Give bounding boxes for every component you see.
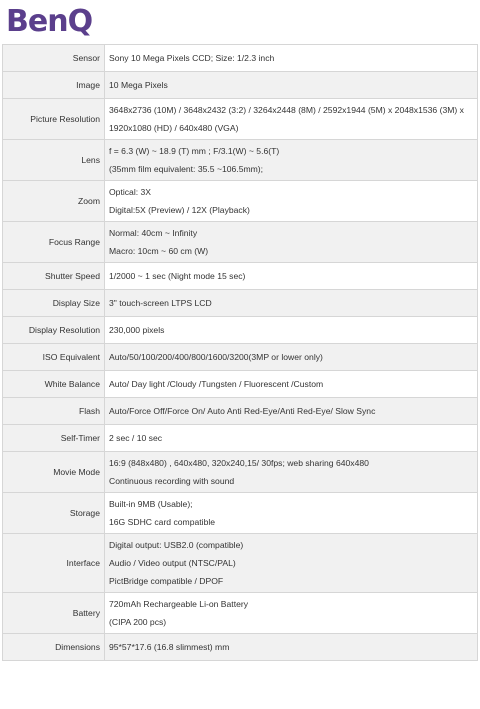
spec-value: [105, 593, 478, 634]
spec-value-line: 720mAh Rechargeable Li-on Battery: [109, 599, 249, 609]
spec-value: [105, 425, 478, 452]
spec-value: [105, 493, 478, 534]
spec-value-line: Auto/ Day light /Cloudy /Tungsten / Fluorescent /Custom: [109, 379, 324, 389]
spec-label: Battery: [3, 593, 105, 634]
spec-row: [3, 371, 478, 398]
spec-value-line: Built-in 9MB (Usable);: [109, 499, 193, 509]
spec-value-line: Auto/50/100/200/400/800/1600/3200(3MP or lower only): [109, 352, 323, 362]
spec-row: [3, 344, 478, 371]
spec-value: [105, 45, 478, 72]
spec-value: [105, 181, 478, 222]
spec-label: Interface: [3, 534, 105, 593]
spec-value: [105, 222, 478, 263]
spec-value: [105, 72, 478, 99]
spec-label: Movie Mode: [3, 452, 105, 493]
spec-label: White Balance: [3, 371, 105, 398]
spec-value: [105, 263, 478, 290]
spec-value: [105, 290, 478, 317]
spec-value: [105, 452, 478, 493]
spec-value-line: 1/2000 ~ 1 sec (Night mode 15 sec): [109, 271, 246, 281]
spec-row: [3, 263, 478, 290]
spec-value-line: 3" touch-screen LTPS LCD: [109, 298, 212, 308]
spec-row: [3, 452, 478, 493]
spec-label: Zoom: [3, 181, 105, 222]
spec-value: [105, 317, 478, 344]
spec-value-line: 230,000 pixels: [109, 325, 165, 335]
spec-value-line: Sony 10 Mega Pixels CCD; Size: 1/2.3 inch: [109, 53, 275, 63]
spec-row: [3, 72, 478, 99]
spec-label: Picture Resolution: [3, 99, 105, 140]
spec-value-line: 16G SDHC card compatible: [109, 517, 216, 527]
spec-row: [3, 398, 478, 425]
spec-value-line: Continuous recording with sound: [109, 476, 235, 486]
spec-value-line: (CIPA 200 pcs): [109, 617, 167, 627]
spec-row: [3, 99, 478, 140]
spec-label: Sensor: [3, 45, 105, 72]
spec-row: [3, 140, 478, 181]
spec-label: ISO Equivalent: [3, 344, 105, 371]
spec-label: Display Resolution: [3, 317, 105, 344]
spec-table: [2, 44, 478, 661]
spec-value-line: 2 sec / 10 sec: [109, 433, 163, 443]
benq-logo: BenQ: [6, 4, 93, 39]
spec-value-line: Digital output: USB2.0 (compatible): [109, 540, 244, 550]
spec-value: [105, 534, 478, 593]
spec-row: [3, 290, 478, 317]
spec-value-line: 3648x2736 (10M) / 3648x2432 (3:2) / 3264x2448 (8M) / 2592x1944 (5M) x 2048x1536 (3M) x: [109, 105, 464, 115]
spec-value-line: Macro: 10cm ~ 60 cm (W): [109, 246, 209, 256]
spec-value: [105, 371, 478, 398]
spec-value: [105, 140, 478, 181]
spec-label: Self-Timer: [3, 425, 105, 452]
spec-value-line: (35mm film equivalent: 35.5 ~106.5mm);: [109, 164, 264, 174]
spec-label: Dimensions: [3, 634, 105, 661]
spec-value-line: Normal: 40cm ~ Infinity: [109, 228, 198, 238]
header: [0, 0, 480, 44]
spec-value-line: 16:9 (848x480) , 640x480, 320x240,15/ 30fps; web sharing 640x480: [109, 458, 369, 468]
spec-value-line: 1920x1080 (HD) / 640x480 (VGA): [109, 123, 239, 133]
spec-row: [3, 534, 478, 593]
spec-row: [3, 593, 478, 634]
spec-value-line: Optical: 3X: [109, 187, 152, 197]
spec-value: [105, 634, 478, 661]
spec-label: Shutter Speed: [3, 263, 105, 290]
spec-value: [105, 344, 478, 371]
spec-label: Storage: [3, 493, 105, 534]
spec-value-line: 10 Mega Pixels: [109, 80, 168, 90]
spec-label: Lens: [3, 140, 105, 181]
spec-label: Display Size: [3, 290, 105, 317]
spec-value-line: Audio / Video output (NTSC/PAL): [109, 558, 236, 568]
spec-row: [3, 317, 478, 344]
spec-value-line: PictBridge compatible / DPOF: [109, 576, 224, 586]
spec-value-line: Digital:5X (Preview) / 12X (Playback): [109, 205, 250, 215]
spec-row: [3, 425, 478, 452]
spec-value-line: Auto/Force Off/Force On/ Auto Anti Red-Eye/Anti Red-Eye/ Slow Sync: [109, 406, 376, 416]
spec-value-line: f = 6.3 (W) ~ 18.9 (T) mm ; F/3.1(W) ~ 5.6(T): [109, 146, 280, 156]
spec-row: [3, 222, 478, 263]
spec-row: [3, 181, 478, 222]
spec-label: Focus Range: [3, 222, 105, 263]
spec-value: [105, 398, 478, 425]
spec-table-body: [3, 45, 478, 661]
spec-label: Image: [3, 72, 105, 99]
spec-label: Flash: [3, 398, 105, 425]
spec-row: [3, 493, 478, 534]
spec-row: [3, 634, 478, 661]
spec-value: [105, 99, 478, 140]
spec-value-line: 95*57*17.6 (16.8 slimmest) mm: [109, 642, 230, 652]
spec-row: [3, 45, 478, 72]
